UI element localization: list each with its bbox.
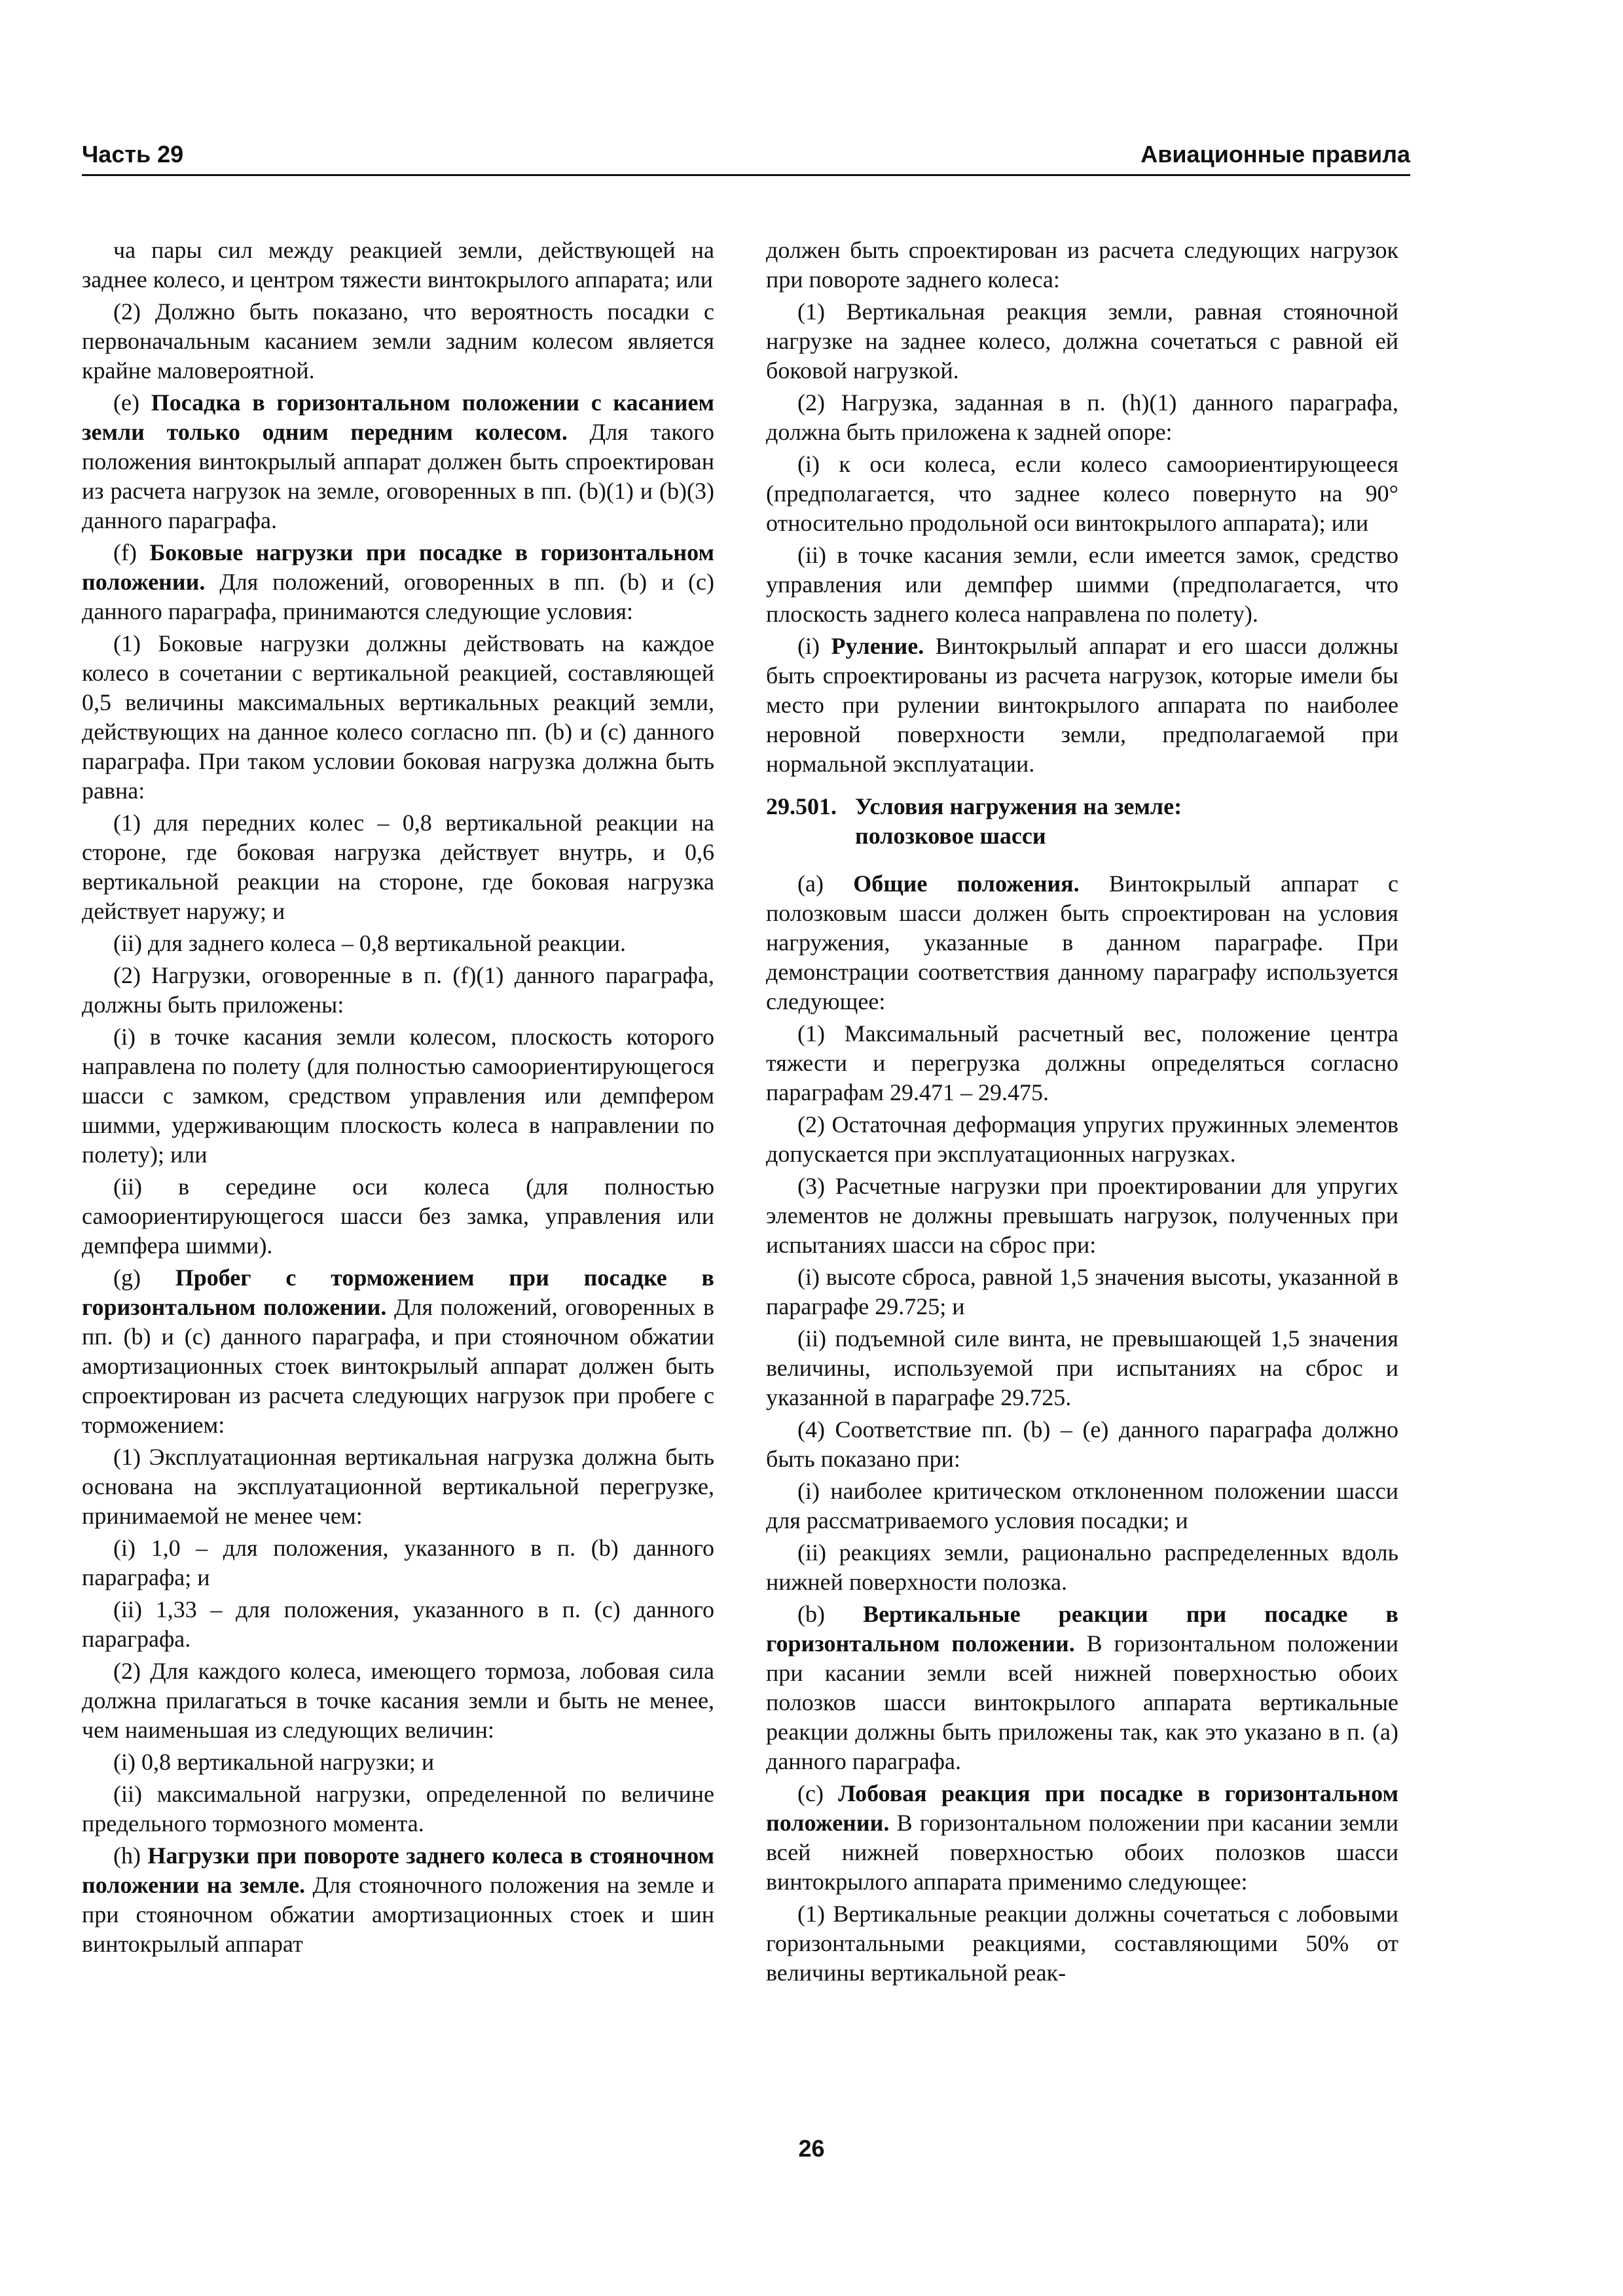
paragraph <box>82 388 714 535</box>
paragraph-heading: Боковые нагрузки при посадке в горизонтальном положении. <box>82 539 714 595</box>
paragraph <box>766 1110 1398 1169</box>
paragraph <box>766 388 1398 447</box>
paragraph-text: (4) Соответствие пп. (b) – (e) данного параграфа должно быть показано при: <box>766 1416 1398 1472</box>
paragraph-text: (ii) в точке касания земли, если имеется замок, средство управления или демпфер шимми (предполагается, что плоскость заднего колеса направлена по полету). <box>766 542 1398 627</box>
paragraph-heading: Пробег с торможением при посадке в горизонтальном положении. <box>82 1265 714 1320</box>
paragraph <box>82 1780 714 1839</box>
right-column-body <box>766 869 1398 1988</box>
paragraph-marker: (h) <box>113 1842 148 1869</box>
paragraph <box>82 1748 714 1777</box>
paragraph-text: (ii) реакциях земли, рационально распределенных вдоль нижней поверхности полозка. <box>766 1539 1398 1595</box>
paragraph <box>766 541 1398 629</box>
paragraph <box>766 450 1398 538</box>
paragraph-text: (2) Остаточная деформация упругих пружинных элементов допускается при эксплуатационных нагрузках. <box>766 1111 1398 1167</box>
paragraph-text: (i) 0,8 вертикальной нагрузки; и <box>113 1749 435 1775</box>
paragraph-marker: (c) <box>797 1780 839 1806</box>
paragraph <box>82 236 714 295</box>
paragraph <box>766 1538 1398 1597</box>
paragraph <box>82 929 714 958</box>
paragraph-text: (ii) для заднего колеса – 0,8 вертикальной реакции. <box>113 930 626 956</box>
paragraph <box>82 1022 714 1170</box>
paragraph-text: Для положений, оговоренных в пп. (b) и (c) данного параграфа, и при стояночном обжатии амортизационных стоек винтокрылый аппарат должен быть спроектирован из расчета следующих нагрузок при пробеге с торможением: <box>82 1294 714 1438</box>
paragraph-text: (i) в точке касания земли колесом, плоскость которого направлена по полету (для полностью самоориентирующегося шасси с замком, средством управления или демпфером шимми, удерживающим плоскость колеса в направлении по полету); или <box>82 1024 714 1168</box>
paragraph-heading: Лобовая реакция при посадке в горизонтальном положении. <box>766 1780 1398 1836</box>
paragraph-text: (2) Для каждого колеса, имеющего тормоза, лобовая сила должна прилагаться в точке касания земли и быть не менее, чем наименьшая из следующих величин: <box>82 1658 714 1743</box>
header-part-label: Часть 29 <box>82 141 184 168</box>
paragraph <box>766 1415 1398 1474</box>
paragraph <box>766 869 1398 1016</box>
paragraph-heading: Посадка в горизонтальном положении с касанием земли только одним передним колесом. <box>82 389 714 445</box>
paragraph-text: Для такого положения винтокрылый аппарат должен быть спроектирован из расчета нагрузок на земле, оговоренных в пп. (b)(1) и (b)(3) данного параграфа. <box>82 419 714 533</box>
paragraph <box>766 1899 1398 1988</box>
paragraph-text: (1) Вертикальная реакция земли, равная стояночной нагрузке на заднее колесо, должна сочетаться с равной ей боковой нагрузкой. <box>766 298 1398 384</box>
paragraph <box>766 1263 1398 1321</box>
paragraph <box>82 538 714 626</box>
paragraph-text: (i) наиболее критическом отклоненном положении шасси для рассматриваемого условия посадки; и <box>766 1478 1398 1534</box>
paragraph-text: (2) Нагрузки, оговоренные в п. (f)(1) данного параграфа, должны быть приложены: <box>82 962 714 1018</box>
left-column <box>82 236 714 1962</box>
paragraph-text: (1) для передних колес – 0,8 вертикальной реакции на стороне, где боковая нагрузка действует внутрь, и 0,6 вертикальной реакции на стороне, где боковая нагрузка действует наружу; и <box>82 810 714 924</box>
paragraph <box>766 1019 1398 1107</box>
paragraph <box>766 1779 1398 1897</box>
paragraph-text: (2) Нагрузка, заданная в п. (h)(1) данного параграфа, должна быть приложена к задней опоре: <box>766 389 1398 445</box>
section-heading <box>766 792 1398 851</box>
paragraph-text: (1) Максимальный расчетный вес, положение центра тяжести и перегрузка должны определяться согласно параграфам 29.471 – 29.475. <box>766 1020 1398 1105</box>
paragraph-marker: (e) <box>113 389 151 416</box>
paragraph-text: Для положений, оговоренных в пп. (b) и (c) данного параграфа, принимаются следующие условия: <box>82 569 714 624</box>
paragraph <box>82 1657 714 1745</box>
section-title-line2: полозковое шасси <box>855 823 1046 849</box>
paragraph <box>766 1324 1398 1412</box>
paragraph <box>82 629 714 806</box>
paragraph-text: (ii) в середине оси колеса (для полностью самоориентирующегося шасси без замка, управления или демпфера шимми). <box>82 1174 714 1259</box>
paragraph-marker: (g) <box>113 1265 175 1291</box>
paragraph <box>82 1263 714 1440</box>
paragraph-heading: Нагрузки при повороте заднего колеса в стояночном положении на земле. <box>82 1842 714 1898</box>
paragraph-text: (2) Должно быть показано, что вероятность посадки с первоначальным касанием земли задним колесом является крайне маловероятной. <box>82 298 714 384</box>
paragraph <box>766 236 1398 295</box>
paragraph <box>82 1841 714 1959</box>
paragraph <box>82 1172 714 1261</box>
section-title-line1: Условия нагружения на земле: <box>855 793 1182 819</box>
paragraph-heading: Руление. <box>831 633 924 659</box>
paragraph-marker: (f) <box>113 539 150 565</box>
paragraph-text: В горизонтальном положении при касании земли всей нижней поверхностью обоих полозков шасси винтокрылого аппарата вертикальные реакции должны быть приложены так, как это указано в п. (a) данного параграфа. <box>766 1630 1398 1774</box>
paragraph-text: (i) 1,0 – для положения, указанного в п. (b) данного параграфа; и <box>82 1535 714 1590</box>
paragraph-heading: Вертикальные реакции при посадке в горизонтальном положении. <box>766 1601 1399 1657</box>
paragraph <box>82 1595 714 1654</box>
header-document-title: Авиационные правила <box>1140 141 1410 168</box>
paragraph <box>82 1443 714 1531</box>
paragraph-text: (i) высоте сброса, равной 1,5 значения высоты, указанной в параграфе 29.725; и <box>766 1264 1398 1319</box>
paragraph-text: (1) Боковые нагрузки должны действовать на каждое колесо в сочетании с вертикальной реакцией, составляющей 0,5 величины максимальных вертикальных реакций земли, действующих на данное колесо согласно пп. (b) и (c) данного параграфа. При таком условии боковая нагрузка должна быть равна: <box>82 630 714 804</box>
paragraph-text: Винтокрылый аппарат с полозковым шасси должен быть спроектирован на условия нагружения, указанные в данном параграфе. При демонстрации соответствия данному параграфу используется следующее: <box>766 870 1398 1014</box>
section-number: 29.501. <box>766 793 837 819</box>
page-number: 26 <box>798 2135 825 2162</box>
paragraph-text: (3) Расчетные нагрузки при проектировании для упругих элементов не должны превышать нагрузок, полученных при испытаниях шасси на сброс при: <box>766 1173 1398 1258</box>
paragraph <box>766 297 1398 386</box>
paragraph-heading: Общие положения. <box>853 870 1080 897</box>
paragraph-marker: (a) <box>797 870 854 897</box>
right-column-intro <box>766 236 1398 779</box>
paragraph-text: (1) Вертикальные реакции должны сочетаться с лобовыми горизонтальными реакциями, составляющими 50% от величины вертикальной реак- <box>766 1901 1398 1986</box>
paragraph-text: (ii) подъемной силе винта, не превышающей 1,5 значения величины, используемой при испытаниях на сброс и указанной в параграфе 29.725. <box>766 1325 1398 1410</box>
paragraph-text: Винтокрылый аппарат и его шасси должны быть спроектированы из расчета нагрузок, которые имели бы место при рулении винтокрылого аппарата по наиболее неровной поверхности земли, предполагаемой при нормальной эксплуатации. <box>766 633 1398 777</box>
paragraph-text: (i) к оси колеса, если колесо самоориентирующееся (предполагается, что заднее колесо повернуто на 90° относительно продольной оси винтокрылого аппарата); или <box>766 451 1398 536</box>
paragraph <box>82 1534 714 1592</box>
paragraph-text: (ii) максимальной нагрузки, определенной по величине предельного тормозного момента. <box>82 1781 714 1837</box>
paragraph-marker: (b) <box>797 1601 864 1627</box>
paragraph <box>82 808 714 926</box>
right-column <box>766 236 1398 1990</box>
paragraph-text: В горизонтальном положении при касании земли всей нижней поверхностью обоих полозков шасси винтокрылого аппарата применимо следующее: <box>766 1810 1398 1895</box>
paragraph <box>82 297 714 386</box>
paragraph-text: (ii) 1,33 – для положения, указанного в п. (c) данного параграфа. <box>82 1596 714 1652</box>
paragraph-text: должен быть спроектирован из расчета следующих нагрузок при повороте заднего колеса: <box>766 237 1398 293</box>
paragraph-text: (1) Эксплуатационная вертикальная нагрузка должна быть основана на эксплуатационной вертикальной перегрузке, принимаемой не менее чем: <box>82 1444 714 1529</box>
paragraph <box>82 961 714 1020</box>
paragraph <box>766 1477 1398 1535</box>
paragraph-text: Для стояночного положения на земле и при стояночном обжатии амортизационных стоек и шин винтокрылый аппарат <box>82 1872 714 1957</box>
running-header <box>82 137 1410 176</box>
paragraph-text: ча пары сил между реакцией земли, действующей на заднее колесо, и центром тяжести винтокрылого аппарата; или <box>82 237 714 293</box>
paragraph <box>766 1172 1398 1260</box>
paragraph-marker: (i) <box>797 633 831 659</box>
paragraph <box>766 632 1398 779</box>
paragraph <box>766 1600 1398 1776</box>
